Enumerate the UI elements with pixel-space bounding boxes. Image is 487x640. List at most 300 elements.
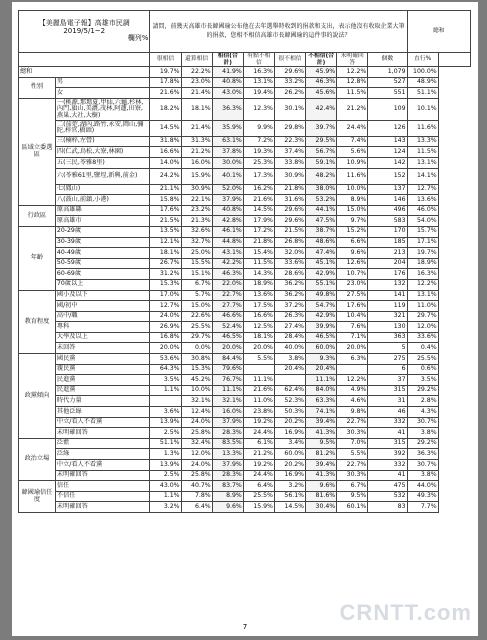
table-cell: 332 xyxy=(368,460,407,471)
table-cell: 12.7% xyxy=(150,301,181,312)
table-row xyxy=(19,407,471,418)
table-cell: 41.3% xyxy=(306,428,337,439)
table-cell: 7.6% xyxy=(337,322,368,333)
table-row xyxy=(19,470,471,481)
table-cell: 13.3% xyxy=(212,449,243,460)
table-cell: 32.1% xyxy=(181,396,212,407)
table-cell: 527 xyxy=(368,77,407,88)
table-cell: 4.6% xyxy=(337,396,368,407)
table-cell: 45.1% xyxy=(306,258,337,269)
table-cell: 29.8% xyxy=(274,120,305,136)
table-cell: 46.5% xyxy=(306,332,337,343)
table-cell: 15.3% xyxy=(181,364,212,375)
row-label: 20-29歲 xyxy=(55,226,150,237)
row-label: 民進黨 xyxy=(55,385,150,396)
table-row xyxy=(19,364,471,375)
table-cell: 28.4% xyxy=(274,332,305,343)
table-cell: 44.8% xyxy=(212,237,243,248)
table-cell: 31.6% xyxy=(274,195,305,206)
table-cell: 24.4% xyxy=(337,120,368,136)
table-cell: 36.2% xyxy=(274,279,305,290)
table-cell: 62.4% xyxy=(274,385,305,396)
table-cell: 21.6% xyxy=(243,385,274,396)
table-cell: 46.0% xyxy=(407,205,438,216)
table-row xyxy=(19,428,471,439)
table-row xyxy=(19,311,471,322)
table-cell: 40.8% xyxy=(212,77,243,88)
row-label: 未明確回答 xyxy=(55,470,150,481)
table-cell: 100.0% xyxy=(407,67,438,78)
table-cell: 9.6% xyxy=(337,248,368,259)
page-number: 7 xyxy=(242,623,248,631)
table-cell: 22.7% xyxy=(337,460,368,471)
row-label: 未明確回答 xyxy=(55,428,150,439)
table-cell: 9.3% xyxy=(306,354,337,365)
table-cell: 13.1% xyxy=(407,290,438,301)
table-cell: 45.6% xyxy=(306,88,337,99)
table-cell: 26.7% xyxy=(150,258,181,269)
table-cell: 42.9% xyxy=(306,311,337,322)
table-cell: 46.1% xyxy=(212,226,243,237)
table-cell: 9.6% xyxy=(212,502,243,513)
table-cell: 11.6% xyxy=(337,168,368,184)
table-cell: 18.1% xyxy=(150,248,181,259)
table-cell: 27.4% xyxy=(274,322,305,333)
table-cell: 46 xyxy=(368,407,407,418)
table-cell: 20.2% xyxy=(274,460,305,471)
table-cell: 9.5% xyxy=(337,491,368,502)
group-label: 韓國瑜信任度 xyxy=(19,481,56,513)
table-cell: 213 xyxy=(368,248,407,259)
table-cell: 12.8% xyxy=(337,77,368,88)
table-cell: 38.7% xyxy=(306,226,337,237)
table-cell: 170 xyxy=(368,226,407,237)
table-cell: 11.0% xyxy=(407,301,438,312)
table-cell: 1.3% xyxy=(150,449,181,460)
group-label: 年齡 xyxy=(19,226,56,290)
table-cell: 30.8% xyxy=(181,354,212,365)
group-label: 教育程度 xyxy=(19,290,56,354)
table-cell: 21.2% xyxy=(243,449,274,460)
table-cell: 10.4% xyxy=(337,311,368,322)
table-cell: 16.9% xyxy=(274,428,305,439)
table-cell: 33.6% xyxy=(407,332,438,343)
group-label: 行政區 xyxy=(19,205,56,226)
table-cell: 25.5% xyxy=(243,491,274,502)
table-cell: 17.0% xyxy=(150,290,181,301)
table-cell: 21.6% xyxy=(243,195,274,206)
table-cell: 15.1% xyxy=(181,269,212,280)
table-cell: 33.2% xyxy=(274,77,305,88)
row-label: 國小及以下 xyxy=(55,290,150,301)
table-cell: 5.6% xyxy=(337,147,368,158)
table-cell: 5.5% xyxy=(337,449,368,460)
table-cell: 37.9% xyxy=(212,460,243,471)
table-cell: 275 xyxy=(368,354,407,365)
table-cell: 11.1% xyxy=(212,385,243,396)
table-cell: 21.5% xyxy=(274,226,305,237)
table-cell: 13.1% xyxy=(243,77,274,88)
table-cell: 17.6% xyxy=(150,205,181,216)
table-cell: 551 xyxy=(368,88,407,99)
table-cell: 19.2% xyxy=(243,417,274,428)
table-cell: 55.1% xyxy=(306,279,337,290)
table-cell: 22.7% xyxy=(212,290,243,301)
table-cell: 4.9% xyxy=(337,385,368,396)
table-cell: 25.5% xyxy=(407,354,438,365)
table-cell: 42.8% xyxy=(212,216,243,227)
table-cell: 64.3% xyxy=(150,364,181,375)
table-cell: 10.1% xyxy=(407,98,438,120)
table-cell: 32.0% xyxy=(274,248,305,259)
table-row xyxy=(19,205,471,216)
table-cell: 39.7% xyxy=(306,120,337,136)
table-cell: 22.7% xyxy=(337,417,368,428)
table-cell: 12.5% xyxy=(243,322,274,333)
table-cell: 23.0% xyxy=(337,279,368,290)
table-cell: 43.1% xyxy=(212,248,243,259)
table-cell: 47.5% xyxy=(306,216,337,227)
table-cell: 13.6% xyxy=(243,290,274,301)
table-cell: 22.3% xyxy=(274,136,305,147)
table-cell: 3.2% xyxy=(274,481,305,492)
row-label: 50-59歲 xyxy=(55,258,150,269)
table-cell: 9.8% xyxy=(337,407,368,418)
table-cell: 21.5% xyxy=(150,216,181,227)
table-cell: 60.0% xyxy=(306,343,337,354)
table-cell: 24.2% xyxy=(150,168,181,184)
table-cell: 18.2% xyxy=(150,98,181,120)
row-label: 30-39歲 xyxy=(55,237,150,248)
table-cell: 54.0% xyxy=(407,216,438,227)
table-cell: 25.5% xyxy=(181,322,212,333)
table-cell: 31 xyxy=(368,396,407,407)
table-cell: 16.0% xyxy=(181,157,212,168)
table-cell: 16.9% xyxy=(274,470,305,481)
table-row xyxy=(19,449,471,460)
document-page xyxy=(12,2,478,636)
table-cell: 37.4% xyxy=(274,147,305,158)
table-cell: 29.6% xyxy=(274,216,305,227)
table-cell: 38.0% xyxy=(306,184,337,195)
total-header: 總和 xyxy=(407,11,470,53)
table-cell: 14.0% xyxy=(150,157,181,168)
row-label: 八(鼓山,前鎮,小港) xyxy=(55,195,150,206)
table-cell: 51.1% xyxy=(150,438,181,449)
table-cell: 33.6% xyxy=(274,258,305,269)
table-cell: 52.0% xyxy=(212,184,243,195)
table-cell: 6.7% xyxy=(181,279,212,290)
table-cell: 41 xyxy=(368,428,407,439)
table-cell: 11.0% xyxy=(243,396,274,407)
table-cell: 3.5% xyxy=(407,375,438,386)
table-cell: 20.0% xyxy=(243,343,274,354)
row-label: 六(苓雅61里,鹽埕,新興,前金) xyxy=(55,168,150,184)
table-row xyxy=(19,157,471,168)
table-cell: 25.3% xyxy=(243,157,274,168)
table-row xyxy=(19,375,471,386)
table-cell: 1,079 xyxy=(368,67,407,78)
table-cell: 26.8% xyxy=(274,237,305,248)
table-cell: 18.9% xyxy=(407,258,438,269)
table-cell: 81.6% xyxy=(306,491,337,502)
table-cell: 9.7% xyxy=(337,216,368,227)
row-label: 中立/看人不看黨 xyxy=(55,417,150,428)
row-label: 中立/看人不看黨 xyxy=(55,460,150,471)
table-cell: 15.2% xyxy=(337,226,368,237)
table-cell: 32.6% xyxy=(181,226,212,237)
table-row xyxy=(19,88,471,99)
table-cell: 29.6% xyxy=(274,67,305,78)
table-cell: 21.2% xyxy=(181,147,212,158)
table-cell: 42.9% xyxy=(306,269,337,280)
table-cell: 21.8% xyxy=(274,184,305,195)
table-cell: 19.4% xyxy=(243,88,274,99)
table-cell: 16.0% xyxy=(212,407,243,418)
row-label: 女 xyxy=(55,88,150,99)
table-cell: 7.8% xyxy=(181,491,212,502)
table-row xyxy=(19,147,471,158)
table-cell: 36.2% xyxy=(274,290,305,301)
table-cell: 17.1% xyxy=(407,237,438,248)
table-cell: 30.9% xyxy=(181,184,212,195)
table-cell: 30.4% xyxy=(306,502,337,513)
table-cell: 5.5% xyxy=(243,354,274,365)
table-cell: 20.4% xyxy=(306,364,337,375)
table-cell: 14.5% xyxy=(274,502,305,513)
table-row xyxy=(19,502,471,513)
row-label: 一(桃源,那瑪夏,甲仙,六龜,杉林,內門,旗山,美濃,茂林,阿蓮,田寮,燕巢,大社,大樹) xyxy=(55,98,150,120)
table-cell: 22.2% xyxy=(181,67,212,78)
row-label: 信任 xyxy=(55,481,150,492)
table-cell: 84.0% xyxy=(306,385,337,396)
table-cell: 23.8% xyxy=(243,407,274,418)
table-cell: 475 xyxy=(368,481,407,492)
table-cell: 392 xyxy=(368,449,407,460)
table-cell: 2.5% xyxy=(150,428,181,439)
table-cell: 15.5% xyxy=(181,258,212,269)
table-cell: 60.0% xyxy=(274,449,305,460)
table-cell: 16.2% xyxy=(243,184,274,195)
table-cell: 3.4% xyxy=(274,438,305,449)
group-label: 性別 xyxy=(19,77,56,98)
table-cell: 53.6% xyxy=(150,354,181,365)
table-cell: 26.9% xyxy=(150,322,181,333)
table-cell: 20.2% xyxy=(274,417,305,428)
table-cell: 21.4% xyxy=(181,88,212,99)
table-cell: 12.0% xyxy=(407,322,438,333)
table-cell: 4.3% xyxy=(407,407,438,418)
table-cell: 33.8% xyxy=(274,157,305,168)
table-cell: 28.6% xyxy=(274,269,305,280)
table-cell: 6.4% xyxy=(243,481,274,492)
table-cell: 25.8% xyxy=(181,470,212,481)
table-cell: 43.0% xyxy=(212,88,243,99)
table-cell: 13.5% xyxy=(150,226,181,237)
table-cell: 32.1% xyxy=(212,396,243,407)
table-cell: 17.2% xyxy=(243,226,274,237)
table-cell: 48.2% xyxy=(306,168,337,184)
table-cell: 36.3% xyxy=(407,449,438,460)
table-cell: 48.9% xyxy=(407,77,438,88)
table-cell: 15.7% xyxy=(407,226,438,237)
table-cell: 41 xyxy=(368,470,407,481)
table-cell: 19.3% xyxy=(243,147,274,158)
table-cell: 13.9% xyxy=(150,460,181,471)
table-cell: 50.3% xyxy=(274,407,305,418)
table-row xyxy=(19,481,471,492)
table-cell: 532 xyxy=(368,491,407,502)
table-cell: 12.1% xyxy=(150,237,181,248)
table-cell: 31.2% xyxy=(150,269,181,280)
table-cell: 12.2% xyxy=(407,279,438,290)
table-cell: 19.2% xyxy=(243,460,274,471)
table-cell: 321 xyxy=(368,311,407,322)
table-row xyxy=(19,322,471,333)
table-cell: 12.3% xyxy=(243,98,274,120)
table-cell: 6 xyxy=(368,364,407,375)
table-cell: 7.4% xyxy=(337,136,368,147)
table-row xyxy=(19,396,471,407)
table-cell: 46.3% xyxy=(306,77,337,88)
row-label: 未回答 xyxy=(55,343,150,354)
table-cell: 6.6% xyxy=(337,237,368,248)
table-cell: 332 xyxy=(368,417,407,428)
table-cell: 20.0% xyxy=(212,343,243,354)
table-cell: 20.4% xyxy=(274,364,305,375)
table-cell: 13.9% xyxy=(150,417,181,428)
table-cell: 11.1% xyxy=(306,375,337,386)
table-cell: 18.1% xyxy=(243,332,274,343)
row-label: 不信任 xyxy=(55,491,150,502)
table-cell: 23.0% xyxy=(181,77,212,88)
table-cell: 124 xyxy=(368,147,407,158)
table-cell: 39.4% xyxy=(306,417,337,428)
row-label: 未明確回答 xyxy=(55,502,150,513)
table-cell: 30.9% xyxy=(274,168,305,184)
table-row xyxy=(19,332,471,343)
table-cell: 30.3% xyxy=(337,470,368,481)
table-row xyxy=(19,491,471,502)
table-cell: 16.3% xyxy=(243,67,274,78)
table-cell: 11.5% xyxy=(243,258,274,269)
table-cell: 49.3% xyxy=(407,491,438,502)
table-cell: 17.8% xyxy=(150,77,181,88)
row-label: 70歲以上 xyxy=(55,279,150,290)
row-label: 二(茄萣,湖內,路竹,永安,岡山,彌陀,梓官,橋頭) xyxy=(55,120,150,136)
table-cell: 42.2% xyxy=(212,258,243,269)
table-cell: 7.2% xyxy=(243,136,274,147)
table-cell: 3.8% xyxy=(407,428,438,439)
table-cell: 76.7% xyxy=(212,375,243,386)
table-cell: 52.3% xyxy=(274,396,305,407)
row-label: 專科 xyxy=(55,322,150,333)
table-cell: 48.6% xyxy=(306,237,337,248)
table-cell: 29.6% xyxy=(274,205,305,216)
table-cell: 15.9% xyxy=(243,502,274,513)
table-cell: 496 xyxy=(368,205,407,216)
table-cell: 46.3% xyxy=(212,269,243,280)
table-cell: 17.5% xyxy=(243,301,274,312)
table-cell: 21.8% xyxy=(243,237,274,248)
table-cell: 29.5% xyxy=(306,136,337,147)
table-cell: 83 xyxy=(368,502,407,513)
table-cell: 40.7% xyxy=(181,481,212,492)
table-cell xyxy=(150,396,181,407)
table-cell: 45.9% xyxy=(306,67,337,78)
table-cell: 7.7% xyxy=(407,502,438,513)
poll-table: 【美麗島電子報】高雄市民調 2019/5/1~2 欄列% 請問，前幾天高雄市長韓國瑜公布他在去年選舉時收到的捐款和支出，表示他沒有收取企業大筆的捐款，您相不相信高雄市長韓國瑜的這件事的說法？ 總和 很相信 還算相信 相信(合計) 有點不相信 很不相信 不相信(合計) 未明確回答 個數 直行% 總和 19.7% 22.2% 41.9% 16.3% 29.6% 45.9% 12.2% 1,079 100.0% 性別 男 17.8% 23.0% 40.8% 13.1% 33.2% 46.3% 12.8% 527 48.9% 女 21.6% 21.4% 43.0% 19.4% 26.2% 45.6% 11.5% 551 51.1% 區域立委選區 一(桃源,那瑪夏,甲仙,六龜,杉林,內門,旗山,美濃,茂林,阿蓮,田寮,燕巢,大社,大樹) 18.2% 18.1% 36.3% 12.3% 30.1% 42.4% 21.2% 109 10.1% 二(茄萣,湖內,路竹,永安,岡山,彌陀,梓官,橋頭) 14.5% 21.4% 35.9% 9.9% 29.8% 39.7% 24.4% 126 11.6% 三(楠梓,左營) 31.8% 31.3% 63.1% 7.2% 22.3% 29.5% 7.4% 143 13.3% 四(仁武,鳥松,大寮,林園) 16.6% 21.2% 37.8% 19.3% 37.4% 56.7% 5.6% 124 11.5% 五(三民,苓雅8里) 14.0% 16.0% 30.0% 25.3% 33.8% 59.1% 10.9% 142 13.1% 六(苓雅61里,鹽埕,新興,前金) 24.2% 15.9% 40.1% 17.3% 30.9% 48.2% 11.6% 152 14.1% 七(鳳山) 21.1% 30.9% 52.0% 16.2% 21.8% 38.0% 10.0% 137 12.7% 八(鼓山,前鎮,小港) 15.8% 22.1% 37.9% 21.6% 31.6% 53.2% 8.9% 146 13.6% 行政區 原高雄縣 17.6% 23.2% 40.8% 14.5% 29.6% 44.1% 15.0% 496 46.0% 原高雄市 21.5% 21.3% 42.8% 17.9% 29.6% 47.5% 9.7% 583 54.0% 年齡 20-29歲 13.5% 32.6% 46.1% 17.2% 21.5% 38.7% 15.2% 170 15.7% 30-39歲 12.1% 32.7% 44.8% 21.8% 26.8% 48.6% 6.6% 185 17.1% 40-49歲 18.1% 25.0% 43.1% 15.4% 32.0% 47.4% 9.6% 213 19.7% 50-59歲 26.7% 15.5% 42.2% 11.5% 33.6% 45.1% 12.6% 204 18.9% 60-69歲 31.2% 15.1% 46.3% 14.3% 28.6% 42.9% 10.7% 176 16.3% 70歲以上 15.3% 6.7% 22.0% 18.9% 36.2% 55.1% 23.0% 132 12.2% 教育程度 國小及以下 17.0% 5.7% 22.7% 13.6% 36.2% 49.8% 27.5% 141 13.1% 國/初中 12.7% 15.0% 27.7% 17.5% 37.2% 54.7% 17.6% 119 11.0% 高中/職 24.0% 22.6% 46.6% 16.6% 26.3% 42.9% 10.4% 321 29.7% 專科 26.9% 25.5% 52.4% 12.5% 27.4% 39.9% 7.6% 130 12.0% 大學及以上 16.8% 29.7% 46.5% 18.1% 28.4% 46.5% 7.1% 363 33.6% 未回答 20.0% 0.0% 20.0% 20.0% 40.0% 60.0% 20.0% 5 0.4% 政黨傾向 國民黨 53.6% 30.8% 84.4% 5.5% 3.8% 9.3% 6.3% 275 25.5% 親民黨 64.3% 15.3% 79.6% 20.4% 20.4% 6 0.6% 民進黨 3.5% 45.2% 76.7% 11.1% 11.1% 12.2% 37 3.5% 民進黨 1.1% 10.0% 11.1% 21.6% 62.4% 84.0% 4.9% 315 29.2% 時代力量 32.1% 32.1% 11.0% 52.3% 63.3% 4.6% 31 2.8% 其他泛綠 3.6% 12.4% 16.0% 23.8% 50.3% 74.1% 9.8% 46 4.3% 中立/看人不看黨 13.9% 24.0% 37.9% 19.2% 20.2% 39.4% 22.7% 332 30.7% 未明確回答 2.5% 25.8% 28.3% 24.4% 16.9% 41.3% 30.3% 41 3.8% 政治立場 泛藍 51.1% 32.4% 83.5% 6.1% 3.4% 9.5% 7.0% 315 29.2% 泛綠 1.3% 12.0% 13.3% 21.2% 60.0% 81.2% 5.5% 392 36.3% 中立/看人不看黨 13.9% 24.0% 37.9% 19.2% 20.2% 39.4% 22.7% 332 30.7% 未明確回答 2.5% 25.8% 28.3% 24.4% 16.9% 41.3% 30.3% 41 3.8% 韓國瑜信任度 信任 43.0% 40.7% 83.7% 6.4% 3.2% 9.6% 6.7% 475 44.0% 不信任 1.1% 7.8% 8.9% 25.5% 56.1% 81.6% 9.5% 532 49.3% 未明確回答 3.2% 6.4% 9.6% 15.9% 14.5% 30.4% 60.1% 83 7.7% xyxy=(18,10,471,513)
table-cell: 29.2% xyxy=(407,385,438,396)
table-cell: 24.0% xyxy=(150,311,181,322)
table-cell: 11.6% xyxy=(407,120,438,136)
table-cell: 16.8% xyxy=(150,332,181,343)
table-cell: 3.2% xyxy=(150,502,181,513)
table-cell: 30.7% xyxy=(407,417,438,428)
table-cell: 44.0% xyxy=(407,481,438,492)
table-cell: 74.1% xyxy=(306,407,337,418)
table-row xyxy=(19,237,471,248)
table-cell: 37.2% xyxy=(274,301,305,312)
table-cell: 583 xyxy=(368,216,407,227)
table-cell: 14.5% xyxy=(243,205,274,216)
table-cell: 17.9% xyxy=(243,216,274,227)
row-label: 原高雄市 xyxy=(55,216,150,227)
table-cell: 10.9% xyxy=(337,157,368,168)
table-row xyxy=(19,290,471,301)
table-cell: 143 xyxy=(368,136,407,147)
table-cell: 42.4% xyxy=(306,98,337,120)
table-cell: 109 xyxy=(368,98,407,120)
row-label: 大學及以上 xyxy=(55,332,150,343)
table-cell: 15.8% xyxy=(150,195,181,206)
table-cell: 40.1% xyxy=(212,168,243,184)
table-cell: 30.3% xyxy=(337,428,368,439)
table-cell: 5 xyxy=(368,343,407,354)
table-row xyxy=(19,417,471,428)
row-label: 五(三民,苓雅8里) xyxy=(55,157,150,168)
table-cell: 1.1% xyxy=(150,385,181,396)
table-cell: 32.7% xyxy=(181,237,212,248)
table-cell: 21.6% xyxy=(150,88,181,99)
table-cell: 3.6% xyxy=(150,407,181,418)
table-cell: 10.7% xyxy=(337,269,368,280)
table-cell: 18.9% xyxy=(243,279,274,290)
table-cell: 119 xyxy=(368,301,407,312)
table-cell: 16.6% xyxy=(243,311,274,322)
table-cell: 22.6% xyxy=(181,311,212,322)
table-cell: 22.1% xyxy=(181,195,212,206)
table-cell: 8.9% xyxy=(212,491,243,502)
table-cell: 63.1% xyxy=(212,136,243,147)
table-cell: 12.6% xyxy=(337,258,368,269)
table-cell: 49.8% xyxy=(306,290,337,301)
table-cell: 31.3% xyxy=(181,136,212,147)
table-cell: 21.3% xyxy=(181,216,212,227)
table-cell: 1.1% xyxy=(150,491,181,502)
table-cell: 15.4% xyxy=(243,248,274,259)
table-cell: 141 xyxy=(368,290,407,301)
table-row xyxy=(19,269,471,280)
table-cell: 15.0% xyxy=(181,301,212,312)
table-cell: 13.3% xyxy=(407,136,438,147)
table-cell: 37 xyxy=(368,375,407,386)
table-cell: 43.0% xyxy=(150,481,181,492)
table-row xyxy=(19,216,471,227)
row-label: 60-69歲 xyxy=(55,269,150,280)
table-cell: 19.7% xyxy=(150,67,181,78)
table-cell: 363 xyxy=(368,332,407,343)
